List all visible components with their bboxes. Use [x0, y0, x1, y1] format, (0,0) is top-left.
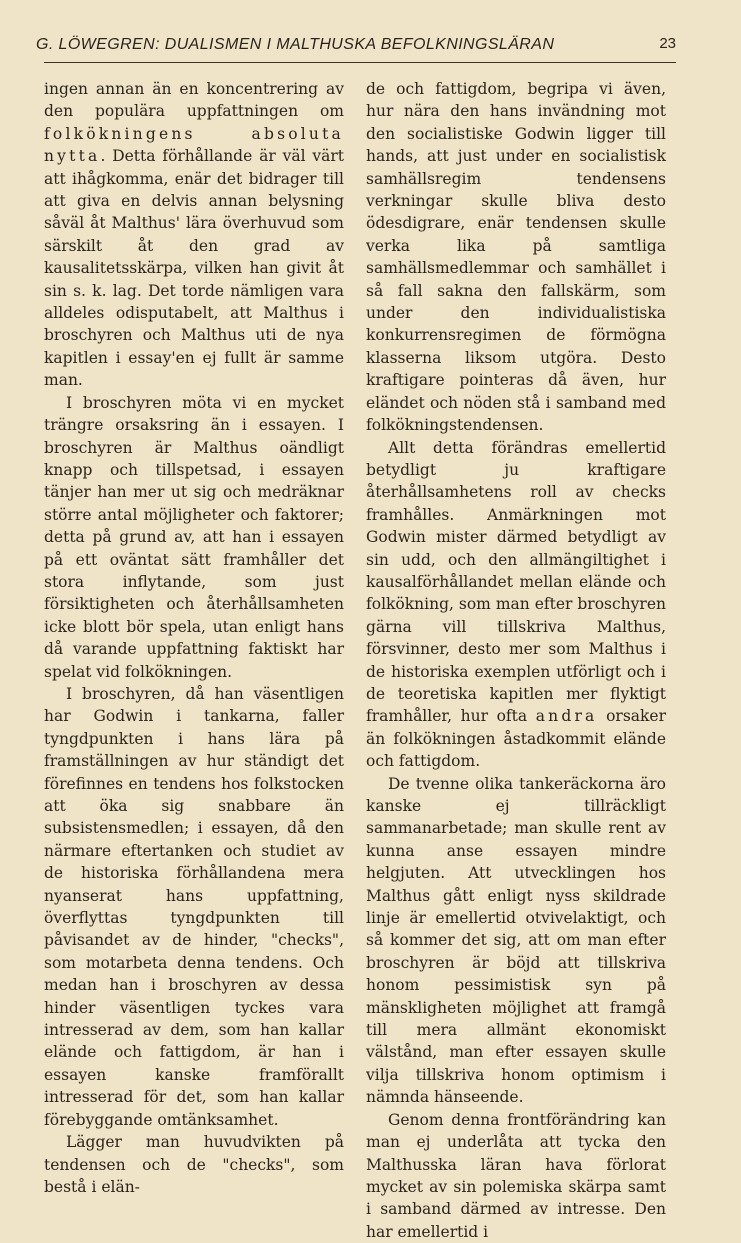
emphasis-spaced: folkökningens absoluta nytta — [44, 124, 344, 166]
paragraph: Lägger man huvudvikten på tendensen och de "checks", som bestå i elän- — [44, 1133, 344, 1196]
paragraph: de och fattigdom, begripa vi även, hur nära den hans invändning mot den socialistiske Godwin ligger till hands, att just under en socialistisk samhällsregim tendensens verkningar skulle bliva desto ödesdigrare, enär tendensen skulle verka lika på samtliga samhällsmedlemmar och samhället i så fall sakna den fallskärm, som under den individualistiska konkurrensregimen de förmögna klasserna liksom utgöra. Desto kraftigare pointeras då även, hur eländet och nöden stå i samband med folkökningstendensen. — [366, 80, 666, 435]
text-run: orsaker än folkökningen åstadkommit elände och fattigdom. — [366, 707, 666, 771]
text-run: ingen annan än en koncentrering av den populära uppfattningen om — [44, 80, 344, 121]
emphasis-spaced: andra — [535, 707, 598, 726]
running-head: G. LÖWEGREN: DUALISMEN I MALTHUSKA BEFOLKNINGSLÄRAN — [36, 36, 555, 53]
text-run: . Detta förhållande är väl värt att ihågkomma, enär det bidrager till att giva en delvis annan belysning såväl åt Malthus' lära överhuvud som särskilt åt den grad av kausalitetsskärpa, vilken han givit åt sin s. k. lag. Det torde nämligen vara alldeles odisputabelt, att Malthus i broschyren och Malthus uti de nya kapitlen i essay'en ej fullt är samme man. — [44, 147, 344, 390]
right-column — [366, 78, 666, 1243]
left-column — [44, 78, 344, 1198]
header-rule — [44, 62, 676, 63]
paragraph: I broschyren, då han väsentligen har Godwin i tankarna, faller tyngdpunkten i hans lära på framställningen av hur ständigt det förefinnes en tendens hos folkstocken att öka sig snabbare än subsistensmedlen; i essayen, då den närmare eftertanken och studiet av de historiska förhållandena mera nyanserat hans uppfattning, överflyttas tyngdpunkten till påvisandet av de hinder, "checks", som motarbeta denna tendens. Och medan han i broschyren av dessa hinder väsentligen tyckes vara intresserad av dem, som han kallar elände och fattigdom, är han i essayen kanske framförallt intresserad för det, som han kallar förebyggande omtänksamhet. — [44, 684, 344, 1129]
paragraph — [44, 78, 344, 392]
paragraph — [366, 437, 666, 773]
paragraph: I broschyren möta vi en mycket trängre orsaksring än i essayen. I broschyren är Malthus oändligt knapp och tillspetsad, i essayen tänjer han mer ut sig och medräknar större antal möjligheter och faktorer; detta på grund av, att han i essayen på ett oväntat sätt framhåller det stora inflytande, som just försiktigheten och återhållsamheten icke blott bör spela, utan enligt hans då varande uppfattning faktiskt har spelat vid folkökningen. — [44, 393, 344, 681]
text-run: Allt detta förändras emellertid betydligt ju kraftigare återhållsamhetens roll av checks framhålles. Anmärkningen mot Godwin mister därmed betydligt av sin udd, och den allmängiltighet i kausalförhållandet mellan elände och folkökning, som man efter broschyren gärna vill tillskriva Malthus, försvinner, desto mer som Malthus i de historiska exemplen utförligt och i de teoretiska kapitlen mer flyktigt framhåller, hur ofta — [366, 438, 666, 726]
page-number: 23 — [659, 35, 676, 52]
paragraph: De tvenne olika tankeräckorna äro kanske ej tillräckligt sammanarbetade; man skulle rent av kunna anse essayen mindre helgjuten. Att utvecklingen hos Malthus gått enligt nyss skildrade linje är emellertid otvivelaktigt, och så kommer det sig, att om man efter broschyren är böjd att tillskriva honom pessimistisk syn på mänskligheten möjlighet att framgå till mera allmänt ekonomiskt välstånd, man efter essayen skulle vilja tillskriva honom optimism i nämnda hänseende. — [366, 774, 666, 1107]
page-header — [36, 33, 676, 59]
paragraph: Genom denna frontförändring kan man ej underlåta att tycka den Malthusska läran hava förlorat mycket av sin polemiska skärpa samt i samband därmed av intresse. Den har emellertid i — [366, 1110, 666, 1241]
